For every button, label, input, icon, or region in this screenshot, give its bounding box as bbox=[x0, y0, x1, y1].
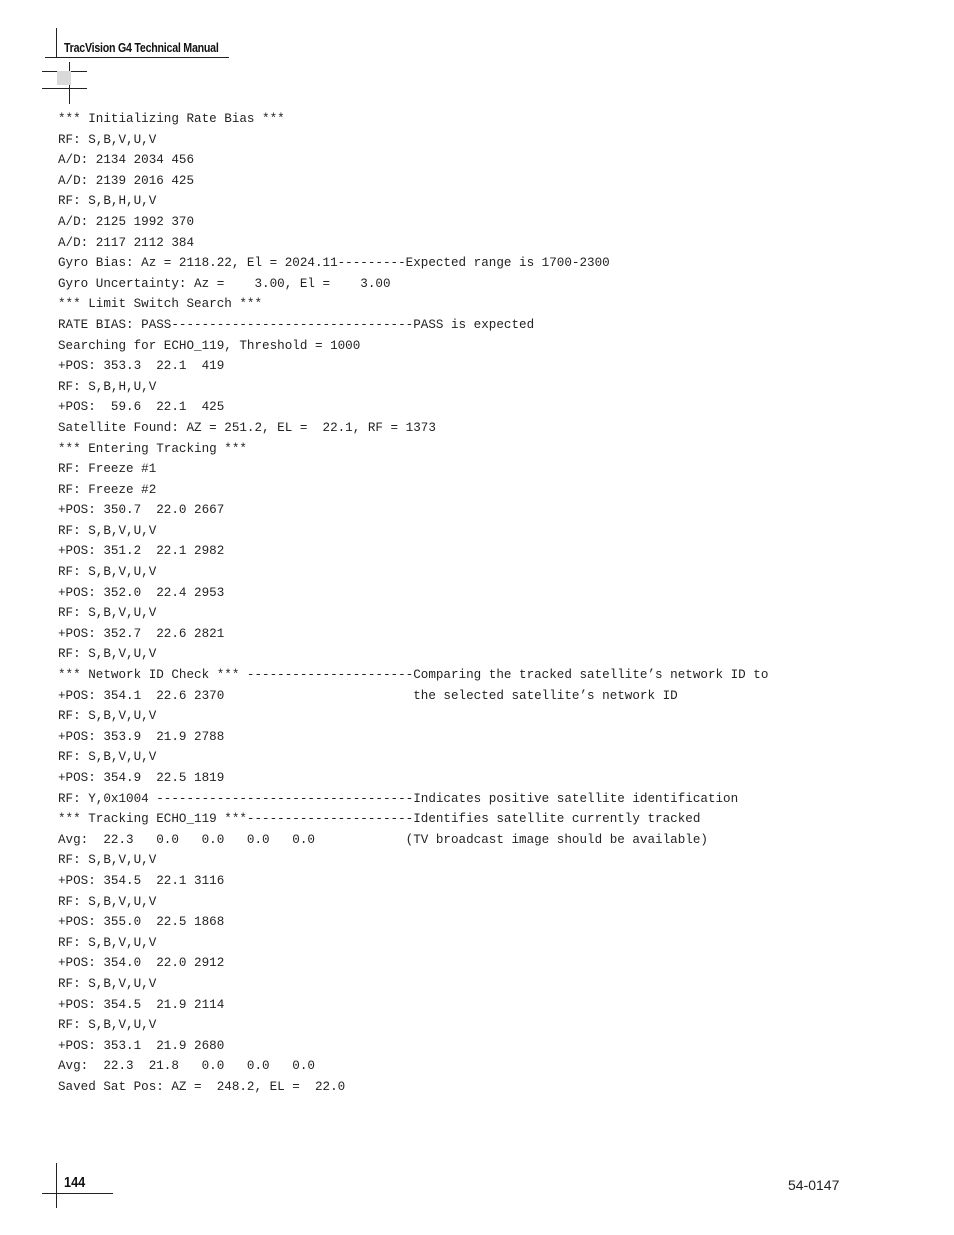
log-line: RF: S,B,H,U,V bbox=[58, 379, 157, 394]
log-line: RF: S,B,V,U,V bbox=[58, 750, 157, 765]
footer-rule bbox=[42, 1193, 113, 1194]
log-line: +POS: 353.1 21.9 2680 bbox=[58, 1038, 225, 1053]
registration-box bbox=[57, 71, 71, 85]
log-line: RF: S,B,V,U,V bbox=[58, 523, 157, 538]
log-line: +POS: 354.5 22.1 3116 bbox=[58, 873, 225, 888]
log-line: Satellite Found: AZ = 251.2, EL = 22.1, RF = 1373 bbox=[58, 420, 436, 435]
log-line: +POS: 352.0 22.4 2953 bbox=[58, 585, 225, 600]
log-line: +POS: 59.6 22.1 425 bbox=[58, 400, 225, 415]
log-line: RATE BIAS: PASS--------------------------------PASS is expected bbox=[58, 317, 535, 332]
log-line: *** Initializing Rate Bias *** bbox=[58, 112, 285, 126]
log-line: RF: S,B,V,U,V bbox=[58, 709, 157, 724]
terminal-log bbox=[58, 109, 768, 1098]
log-line: A/D: 2139 2016 425 bbox=[58, 173, 195, 188]
log-line: Avg: 22.3 21.8 0.0 0.0 0.0 bbox=[58, 1059, 315, 1074]
log-line: +POS: 353.3 22.1 419 bbox=[58, 359, 225, 374]
log-line: RF: S,B,V,U,V bbox=[58, 647, 157, 662]
log-line: RF: S,B,H,U,V bbox=[58, 194, 157, 209]
log-line: A/D: 2117 2112 384 bbox=[58, 235, 195, 250]
header-rule bbox=[45, 57, 229, 58]
log-line: *** Network ID Check *** ----------------------Comparing the tracked satellite’s network ID to bbox=[58, 668, 769, 683]
log-line: *** Limit Switch Search *** bbox=[58, 297, 263, 312]
log-line: +POS: 354.9 22.5 1819 bbox=[58, 771, 225, 785]
log-line: +POS: 353.9 21.9 2788 bbox=[58, 729, 225, 744]
log-line: Searching for ECHO_119, Threshold = 1000 bbox=[58, 338, 361, 353]
log-line: +POS: 354.5 21.9 2114 bbox=[58, 997, 225, 1012]
log-line: +POS: 354.0 22.0 2912 bbox=[58, 956, 225, 971]
log-line: RF: S,B,V,U,V bbox=[58, 894, 157, 909]
log-line: A/D: 2134 2034 456 bbox=[58, 153, 195, 168]
log-line: RF: S,B,V,U,V bbox=[58, 565, 157, 580]
page-number: 144 bbox=[64, 1174, 86, 1191]
log-line: RF: Y,0x1004 ----------------------------------Indicates positive satellite identification bbox=[58, 791, 739, 806]
header-vertical-rule bbox=[56, 28, 57, 58]
log-line: Saved Sat Pos: AZ = 248.2, EL = 22.0 bbox=[58, 1079, 346, 1094]
registration-horizontal-mark-lower bbox=[42, 88, 87, 89]
log-line: +POS: 351.2 22.1 2982 bbox=[58, 544, 225, 559]
log-line: Gyro Uncertainty: Az = 3.00, El = 3.00 bbox=[58, 276, 391, 291]
log-line: +POS: 352.7 22.6 2821 bbox=[58, 626, 225, 641]
log-line: Gyro Bias: Az = 2118.22, El = 2024.11---------Expected range is 1700-2300 bbox=[58, 256, 610, 271]
footer-vertical-rule bbox=[56, 1163, 57, 1208]
log-line: RF: S,B,V,U,V bbox=[58, 976, 157, 991]
log-line: +POS: 354.1 22.6 2370 the selected satellite’s network ID bbox=[58, 688, 678, 703]
log-line: RF: S,B,V,U,V bbox=[58, 606, 157, 621]
log-line: *** Entering Tracking *** bbox=[58, 441, 247, 456]
log-line: A/D: 2125 1992 370 bbox=[58, 214, 195, 229]
log-line: RF: S,B,V,U,V bbox=[58, 132, 157, 147]
log-line: RF: S,B,V,U,V bbox=[58, 935, 157, 950]
log-line: *** Tracking ECHO_119 ***----------------------Identifies satellite currently tracked bbox=[58, 812, 701, 827]
log-line: +POS: 355.0 22.5 1868 bbox=[58, 915, 225, 930]
manual-title: TracVision G4 Technical Manual bbox=[64, 40, 219, 55]
log-line: RF: Freeze #1 bbox=[58, 462, 157, 477]
log-line: Avg: 22.3 0.0 0.0 0.0 0.0 (TV broadcast image should be available) bbox=[58, 832, 708, 847]
log-line: RF: Freeze #2 bbox=[58, 482, 157, 497]
log-line: +POS: 350.7 22.0 2667 bbox=[58, 503, 225, 518]
log-line: RF: S,B,V,U,V bbox=[58, 1018, 157, 1033]
log-line: RF: S,B,V,U,V bbox=[58, 853, 157, 868]
document-number: 54-0147 bbox=[788, 1177, 840, 1193]
